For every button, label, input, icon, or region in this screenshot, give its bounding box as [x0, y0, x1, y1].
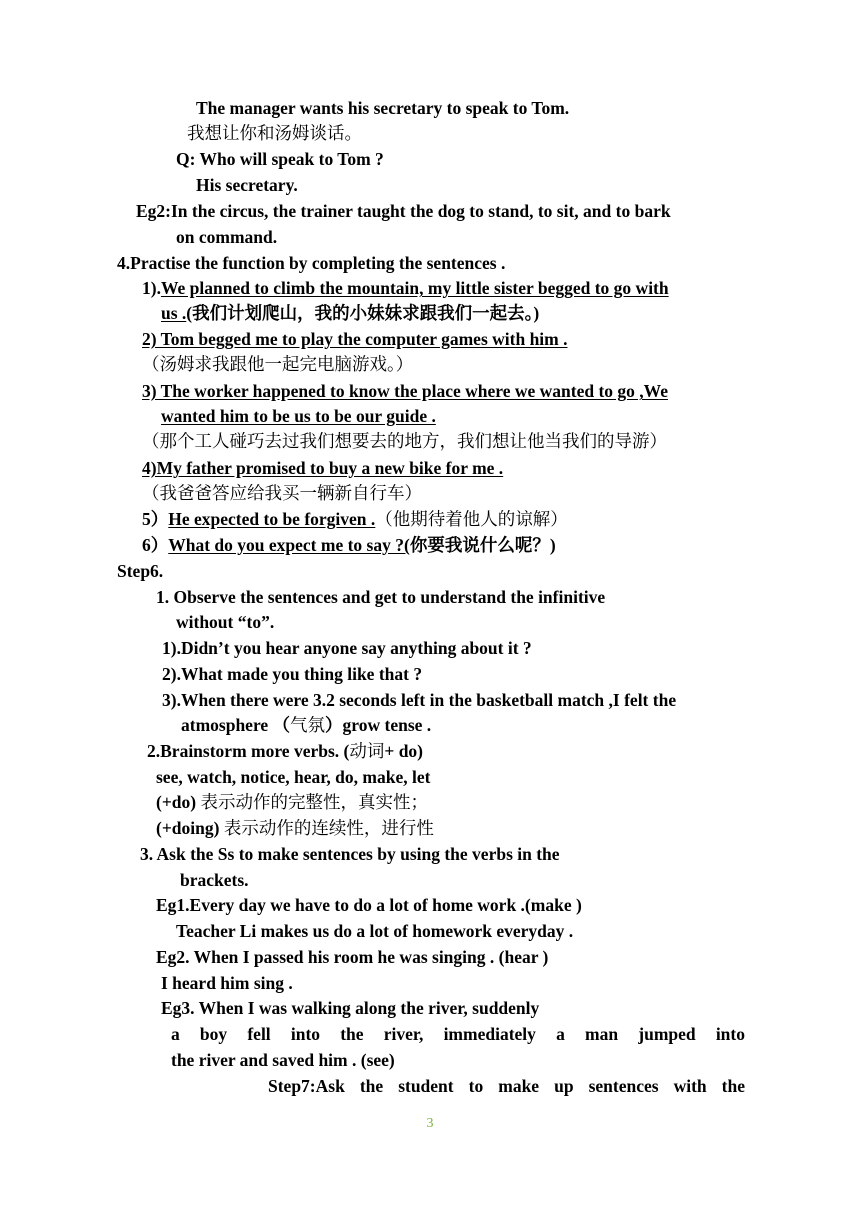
text-line: 1. Observe the sentences and get to understand the infinitive	[156, 587, 606, 607]
text-line: 3. Ask the Ss to make sentences by using the verbs in the	[140, 844, 560, 864]
text-line	[142, 277, 669, 299]
text-fragment: (+do)	[156, 792, 197, 812]
underlined-sentence: 3) The worker happened to know the place where we wanted to go ,We	[142, 381, 668, 401]
translation: （他期待着他人的谅解）	[375, 509, 568, 529]
text-line: The manager wants his secretary to speak to Tom.	[196, 98, 570, 118]
text-line: 3).When there were 3.2 seconds left in the basketball match ,I felt the	[162, 690, 677, 710]
text-line-chinese: （那个工人碰巧去过我们想要去的地方，我们想让他当我们的导游）	[142, 431, 667, 451]
text-line: see, watch, notice, hear, do, make, let	[156, 767, 431, 787]
item-number: 5）	[142, 509, 169, 529]
text-line	[142, 508, 568, 530]
text-fragment: ）grow tense .	[325, 715, 432, 735]
text-line: on command.	[176, 227, 278, 247]
translation: (我们计划爬山，我的小妹妹求跟我们一起去。)	[186, 303, 540, 323]
text-fragment: + do)	[384, 741, 424, 761]
text-line	[142, 534, 556, 556]
text-line: His secretary.	[196, 175, 298, 195]
underlined-sentence: us .	[161, 303, 187, 323]
item-number: 6）	[142, 535, 169, 555]
text-line: 1).Didn’t you hear anyone say anything about it ?	[162, 638, 532, 658]
text-fragment: 表示动作的完整性，真实性；	[200, 792, 428, 812]
underlined-sentence: 2) Tom begged me to play the computer games with him .	[142, 329, 568, 349]
underlined-sentence: We planned to climb the mountain, my little sister begged to go with	[160, 278, 669, 298]
text-line: Eg2:In the circus, the trainer taught the dog to stand, to sit, and to bark	[136, 201, 671, 221]
text-line: without “to”.	[176, 612, 275, 632]
text-fragment: atmosphere （	[181, 715, 291, 735]
text-line	[147, 740, 423, 762]
text-fragment: 气氛	[290, 715, 326, 735]
text-line-chinese: （汤姆求我跟他一起完电脑游戏。）	[142, 354, 414, 374]
underlined-sentence: What do you expect me to say ?(	[168, 535, 410, 555]
text-line-justified: Step7:Ask the student to make up sentences with the	[268, 1076, 745, 1096]
text-line-chinese: 我想让你和汤姆谈话。	[187, 123, 362, 143]
underlined-sentence: He expected to be forgiven .	[168, 509, 376, 529]
text-line: the river and saved him . (see)	[171, 1050, 395, 1070]
text-line: Teacher Li makes us do a lot of homework everyday .	[176, 921, 574, 941]
translation: 你要我说什么呢？)	[409, 535, 556, 555]
item-number: 1).	[142, 278, 161, 298]
text-line	[156, 791, 428, 813]
text-line: Q: Who will speak to Tom ?	[176, 149, 384, 169]
text-line	[181, 714, 431, 736]
text-line: Eg2. When I passed his room he was singing . (hear )	[156, 947, 549, 967]
section-heading: 4.Practise the function by completing the sentences .	[117, 253, 506, 273]
text-line-justified: a boy fell into the river, immediately a man jumped into	[171, 1024, 745, 1044]
text-fragment: 动词	[349, 741, 385, 761]
text-fragment: 2.Brainstorm more verbs. (	[147, 741, 350, 761]
text-line: 2).What made you thing like that ?	[162, 664, 423, 684]
section-heading: Step6.	[117, 561, 164, 581]
page-number: 3	[426, 1116, 434, 1131]
text-line-chinese: （我爸爸答应给我买一辆新自行车）	[142, 483, 422, 503]
text-line: I heard him sing .	[161, 973, 293, 993]
text-fragment: 表示动作的连续性，进行性	[223, 818, 434, 838]
underlined-sentence: wanted him to be us to be our guide .	[161, 406, 436, 426]
text-line	[161, 302, 539, 324]
text-fragment: (+doing)	[156, 818, 220, 838]
text-line: brackets.	[180, 870, 249, 890]
text-line: Eg3. When I was walking along the river, suddenly	[161, 998, 540, 1018]
text-line	[156, 817, 434, 839]
underlined-sentence: 4)My father promised to buy a new bike for me .	[142, 458, 504, 478]
text-line: Eg1.Every day we have to do a lot of home work .(make )	[156, 895, 582, 915]
